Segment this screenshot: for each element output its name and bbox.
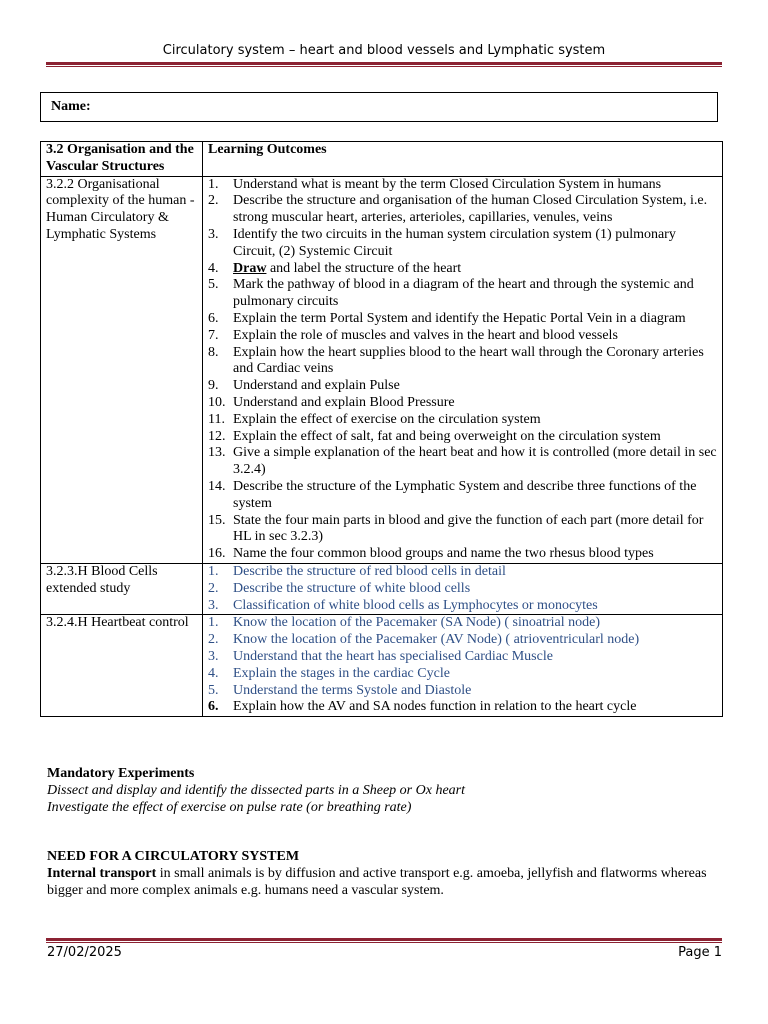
list-item: 6. Explain the term Portal System and identify the Hepatic Portal Vein in a diagram <box>208 310 686 326</box>
list-item: 7. Explain the role of muscles and valves in the heart and blood vessels <box>208 327 618 343</box>
outcomes-cell <box>203 176 723 563</box>
list-item: 1. Know the location of the Pacemaker (SA Node) ( sinoatrial node) <box>208 615 601 631</box>
learning-outcomes-table <box>40 141 723 717</box>
list-item: 2. Describe the structure and organisation of the human Closed Circulation System, i.e. strong muscular heart, arteries, arterioles, capillaries, venules, veins <box>208 193 708 226</box>
topic-cell: 3.2.2 Organisational complexity of the human - Human Circulatory & Lymphatic Systems <box>41 176 203 563</box>
header-rule <box>46 62 722 67</box>
list-item: 8. Explain how the heart supplies blood to the heart wall through the Coronary arteries and Cardiac veins <box>208 344 704 377</box>
experiment-line: Dissect and display and identify the dissected parts in a Sheep or Ox heart <box>47 783 465 798</box>
list-item: 3. Identify the two circuits in the human system circulation system (1) pulmonary Circuit, (2) Systemic Circuit <box>208 226 676 259</box>
name-field-box[interactable] <box>40 92 718 122</box>
list-item: 9. Understand and explain Pulse <box>208 378 400 394</box>
list-item: 10. Understand and explain Blood Pressure <box>208 394 455 410</box>
topic-cell: 3.2.3.H Blood Cells extended study <box>41 563 203 614</box>
name-label: Name: <box>51 99 91 114</box>
list-item: 1. Understand what is meant by the term Closed Circulation System in humans <box>208 176 662 192</box>
list-item: 5. Mark the pathway of blood in a diagram of the heart and through the systemic and pulmonary circuits <box>208 277 694 310</box>
list-item: 2. Know the location of the Pacemaker (AV Node) ( atrioventricularl node) <box>208 632 640 648</box>
table-row <box>41 563 723 614</box>
need-paragraph: Internal transport in small animals is by diffusion and active transport e.g. amoeba, jellyfish and flatworms whereas bigger and more complex animals e.g. humans need a vascular system. <box>47 866 707 898</box>
table-row <box>41 615 723 717</box>
draw-word: Draw <box>233 260 267 276</box>
list-item: 4. Explain the stages in the cardiac Cycle <box>208 665 450 681</box>
experiment-line: Investigate the effect of exercise on pulse rate (or breathing rate) <box>47 800 412 815</box>
list-item: 6. Explain how the AV and SA nodes function in relation to the heart cycle <box>208 699 637 715</box>
list-item: 3. Understand that the heart has specialised Cardiac Muscle <box>208 648 553 664</box>
list-item: 12. Explain the effect of salt, fat and being overweight on the circulation system <box>208 428 661 444</box>
need-title: NEED FOR A CIRCULATORY SYSTEM <box>47 849 300 864</box>
list-item: 5. Understand the terms Systole and Diastole <box>208 682 472 698</box>
list-item: 3. Classification of white blood cells as Lymphocytes or monocytes <box>208 597 598 613</box>
header-outcomes-cell: Learning Outcomes <box>203 142 723 177</box>
outcomes-cell <box>203 615 723 717</box>
list-item: 16. Name the four common blood groups and name the two rhesus blood types <box>208 546 654 562</box>
mandatory-title: Mandatory Experiments <box>47 766 195 781</box>
list-item: 4. Draw and label the structure of the heart <box>208 260 462 276</box>
table-header-row <box>41 142 723 177</box>
page-header-title: Circulatory system – heart and blood vessels and Lymphatic system <box>162 43 606 58</box>
list-item: 13. Give a simple explanation of the heart beat and how it is controlled (more detail in sec 3.2.4) <box>208 445 717 478</box>
header-section-cell: 3.2 Organisation and the Vascular Structures <box>41 142 203 177</box>
topic-cell: 3.2.4.H Heartbeat control <box>41 615 203 717</box>
list-item: 2. Describe the structure of white blood cells <box>208 580 471 596</box>
need-section <box>47 848 727 899</box>
footer-date: 27/02/2025 <box>47 945 122 960</box>
footer-rule <box>46 938 722 943</box>
list-item: 11. Explain the effect of exercise on the circulation system <box>208 411 541 427</box>
mandatory-experiments <box>47 765 727 816</box>
outcomes-cell <box>203 563 723 614</box>
internal-transport-term: Internal transport <box>47 866 157 881</box>
list-item: 1. Describe the structure of red blood cells in detail <box>208 563 506 579</box>
table-row <box>41 176 723 563</box>
list-item: 14. Describe the structure of the Lymphatic System and describe three functions of the system <box>208 478 697 511</box>
footer-page-number: Page 1 <box>678 945 722 960</box>
list-item: 15. State the four main parts in blood and give the function of each part (more detail for HL in sec 3.2.3) <box>208 512 704 545</box>
